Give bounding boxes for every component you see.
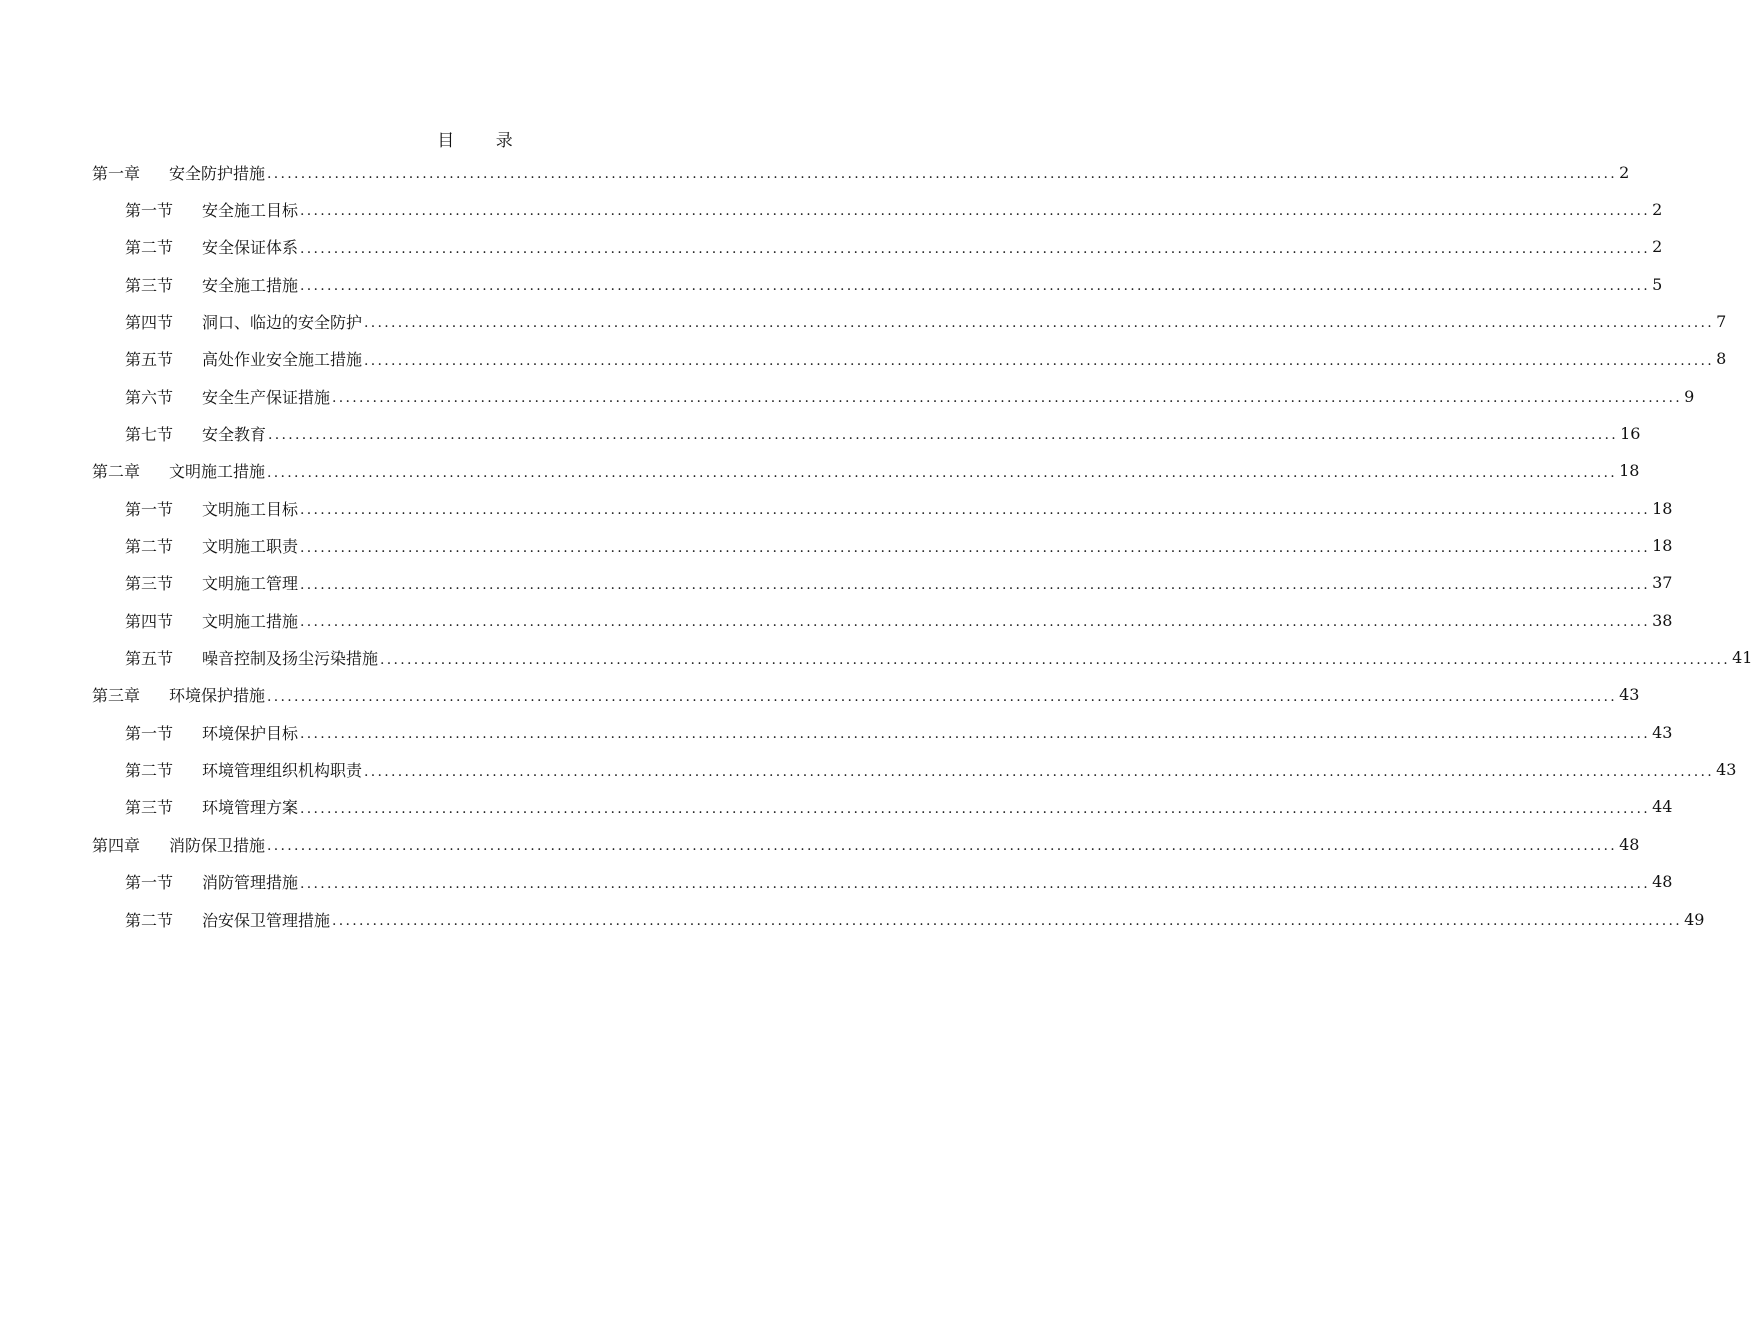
toc-title: 目 录 <box>437 131 531 151</box>
toc-chapter-entry[interactable] <box>92 157 1630 187</box>
toc-section-entry[interactable] <box>125 531 1673 561</box>
toc-chapter-entry[interactable] <box>92 680 1640 710</box>
toc-entry-page: 16 <box>1620 423 1641 443</box>
toc-entry-number: 第一节 <box>125 723 174 743</box>
toc-entry-number: 第一节 <box>125 200 174 220</box>
toc-entry-text: 消防保卫措施 <box>169 835 266 855</box>
toc-entry-page: 9 <box>1684 386 1695 406</box>
toc-entry-number: 第四节 <box>125 611 174 631</box>
toc-dot-leader: ........................................................................................................................................................................................................ <box>300 240 1651 257</box>
toc-entry-text: 文明施工措施 <box>202 611 299 631</box>
toc-entry-page: 43 <box>1652 722 1673 742</box>
toc-section-entry[interactable] <box>125 904 1705 934</box>
toc-entry-text: 文明施工职责 <box>202 537 299 556</box>
toc-dot-leader: ........................................................................................................................................................................................................ <box>300 502 1651 519</box>
toc-dot-leader: ........................................................................................................................................................................................................ <box>268 427 1619 444</box>
toc-chapter-entry[interactable] <box>92 456 1640 486</box>
toc-entry-number: 第五节 <box>125 350 174 370</box>
toc-dot-leader: ........................................................................................................................................................................................................ <box>380 651 1731 668</box>
toc-section-entry[interactable] <box>125 792 1673 822</box>
toc-entry-text: 安全教育 <box>202 424 267 444</box>
toc-entry-page: 44 <box>1652 797 1673 817</box>
toc-chapter-entry[interactable] <box>92 829 1640 859</box>
toc-dot-leader: ........................................................................................................................................................................................................ <box>300 278 1651 295</box>
toc-entry-number: 第三节 <box>125 798 174 818</box>
toc-entry-page: 18 <box>1652 498 1673 518</box>
toc-entry-page: 2 <box>1652 237 1663 257</box>
toc-dot-leader: ........................................................................................................................................................................................................ <box>364 763 1715 780</box>
toc-entry-page: 7 <box>1716 311 1727 331</box>
toc-section-entry[interactable] <box>125 306 1727 336</box>
toc-entry-page: 48 <box>1652 872 1673 892</box>
toc-entry-page: 8 <box>1716 349 1727 369</box>
toc-dot-leader: ........................................................................................................................................................................................................ <box>300 203 1651 220</box>
toc-section-entry[interactable] <box>125 643 1752 673</box>
toc-entry-number: 第三节 <box>125 574 174 594</box>
toc-entry-page: 37 <box>1652 573 1673 593</box>
toc-entry-page: 5 <box>1652 274 1663 294</box>
toc-entry-number: 第二节 <box>125 910 174 930</box>
toc-section-entry[interactable] <box>125 344 1727 374</box>
toc-entry-text: 消防管理措施 <box>202 873 299 893</box>
toc-entry-text: 文明施工管理 <box>202 574 299 594</box>
toc-dot-leader: ........................................................................................................................................................................................................ <box>300 800 1651 817</box>
toc-entry-number: 第六节 <box>125 387 174 407</box>
toc-dot-leader: ........................................................................................................................................................................................................ <box>267 166 1618 182</box>
toc-entry-text: 噪音控制及扬尘污染措施 <box>202 649 379 669</box>
toc-entry-text: 高处作业安全施工措施 <box>202 350 363 370</box>
toc-section-entry[interactable] <box>125 605 1673 635</box>
toc-section-entry[interactable] <box>125 493 1673 523</box>
toc-entry-number: 第七节 <box>125 424 174 444</box>
toc-entry-page: 41 <box>1732 648 1752 668</box>
toc-entry-page: 49 <box>1684 909 1705 929</box>
toc-section-entry[interactable] <box>125 717 1673 747</box>
toc-entry-page: 18 <box>1652 536 1673 555</box>
toc-entry-text: 文明施工目标 <box>202 499 299 519</box>
toc-entry-number: 第二节 <box>125 537 174 556</box>
toc-entry-text: 环境管理组织机构职责 <box>202 761 363 781</box>
toc-entry-text: 文明施工措施 <box>169 462 266 482</box>
toc-entry-page: 48 <box>1619 834 1640 854</box>
toc-entry-number: 第四节 <box>125 312 174 332</box>
toc-dot-leader: ........................................................................................................................................................................................................ <box>364 352 1715 369</box>
toc-section-entry[interactable] <box>125 568 1673 598</box>
toc-entry-text: 治安保卫管理措施 <box>202 910 331 930</box>
toc-section-entry[interactable] <box>125 755 1737 785</box>
toc-dot-leader: ........................................................................................................................................................................................................ <box>300 875 1651 892</box>
toc-dot-leader: ........................................................................................................................................................................................................ <box>364 315 1715 332</box>
toc-entry-page: 18 <box>1619 461 1640 481</box>
toc-section-entry[interactable] <box>125 418 1641 448</box>
toc-entry-page: 43 <box>1619 685 1640 705</box>
toc-entry-page: 2 <box>1652 199 1663 219</box>
toc-section-entry[interactable] <box>125 232 1663 262</box>
toc-dot-leader: ........................................................................................................................................................................................................ <box>332 913 1683 929</box>
toc-dot-leader: ........................................................................................................................................................................................................ <box>300 539 1651 556</box>
toc-entry-page: 43 <box>1716 760 1737 780</box>
toc-entry-text: 环境管理方案 <box>202 798 299 818</box>
toc-dot-leader: ........................................................................................................................................................................................................ <box>300 614 1651 631</box>
toc-entry-number: 第一节 <box>125 873 174 893</box>
toc-entry-text: 环境保护措施 <box>169 686 266 706</box>
toc-entry-number: 第三章 <box>92 686 141 706</box>
toc-entry-number: 第二节 <box>125 238 174 258</box>
toc-entry-text: 安全生产保证措施 <box>202 387 331 407</box>
toc-dot-leader: ........................................................................................................................................................................................................ <box>267 464 1618 481</box>
toc-entry-number: 第二节 <box>125 761 174 781</box>
toc-entry-number: 第三节 <box>125 275 174 295</box>
toc-entry-text: 安全施工措施 <box>202 275 299 295</box>
toc-entry-page: 38 <box>1652 610 1673 630</box>
toc-entry-page: 2 <box>1619 162 1630 182</box>
toc-section-entry[interactable] <box>125 269 1663 299</box>
toc-entry-number: 第四章 <box>92 835 141 855</box>
toc-dot-leader: ........................................................................................................................................................................................................ <box>267 688 1618 705</box>
toc-entry-number: 第一节 <box>125 499 174 519</box>
toc-entry-number: 第一章 <box>92 163 141 183</box>
toc-entry-text: 安全施工目标 <box>202 200 299 220</box>
toc-entry-text: 环境保护目标 <box>202 723 299 743</box>
toc-entry-text: 洞口、临边的安全防护 <box>202 312 363 332</box>
toc-section-entry[interactable] <box>125 867 1673 897</box>
toc-dot-leader: ........................................................................................................................................................................................................ <box>267 838 1618 855</box>
toc-section-entry[interactable] <box>125 381 1695 411</box>
toc-dot-leader: ........................................................................................................................................................................................................ <box>300 576 1651 593</box>
toc-entry-number: 第五节 <box>125 649 174 669</box>
toc-entry-text: 安全防护措施 <box>169 163 266 183</box>
toc-entry-text: 安全保证体系 <box>202 238 299 258</box>
toc-dot-leader: ........................................................................................................................................................................................................ <box>332 390 1683 407</box>
toc-entry-number: 第二章 <box>92 462 141 482</box>
toc-dot-leader: ........................................................................................................................................................................................................ <box>300 726 1651 743</box>
toc-section-entry[interactable] <box>125 194 1663 224</box>
